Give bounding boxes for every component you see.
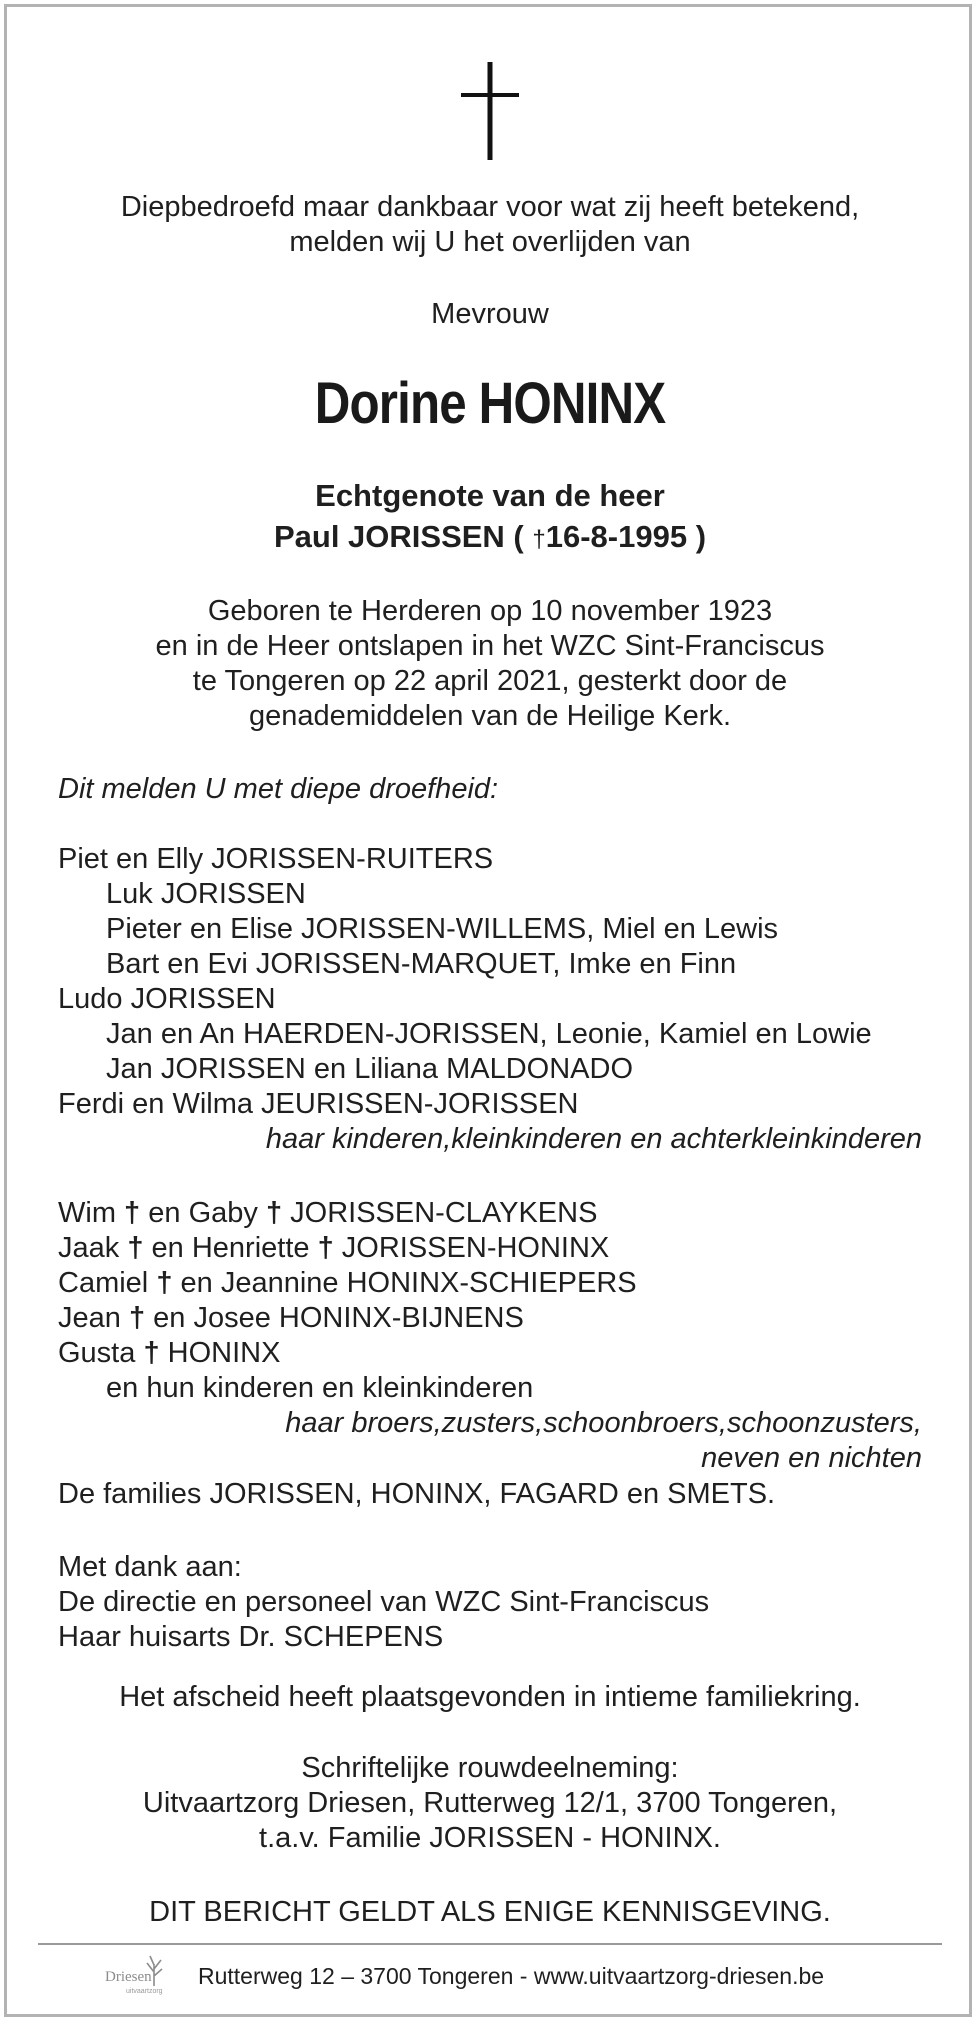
- death-mark: †: [127, 1232, 144, 1264]
- thanks-line: De directie en personeel van WZC Sint-Franciscus: [58, 1586, 710, 1618]
- logo-subtext: uitvaartzorg: [126, 1988, 163, 1995]
- spouse-death-date: 16-8-1995 ): [545, 519, 707, 554]
- families-line: De families JORISSEN, HONINX, FAGARD en SMETS.: [58, 1478, 776, 1510]
- family-line: Ludo JORISSEN: [58, 983, 276, 1015]
- cross-icon: [461, 62, 519, 160]
- family-line: [58, 1266, 637, 1301]
- spouse-name-line: [0, 519, 980, 557]
- bio-line-3: te Tongeren op 22 april 2021, gesterkt door de: [192, 665, 788, 697]
- sibling-name: Jean: [58, 1302, 121, 1334]
- sibling-name: Wim: [58, 1197, 116, 1229]
- family-line: Jan en An HAERDEN-JORISSEN, Leonie, Kamiel en Lowie: [106, 1018, 872, 1050]
- family-line: Jan JORISSEN en Liliana MALDONADO: [106, 1053, 634, 1085]
- sibling-name: en Henriette: [151, 1232, 310, 1264]
- family-line: Ferdi en Wilma JEURISSEN-JORISSEN: [58, 1088, 579, 1120]
- farewell-text: Het afscheid heeft plaatsgevonden in intieme familiekring.: [119, 1681, 861, 1713]
- thanks-line: Haar huisarts Dr. SCHEPENS: [58, 1621, 444, 1653]
- sibling-surname: HONINX: [167, 1337, 281, 1369]
- thanks-heading: Met dank aan:: [58, 1551, 242, 1583]
- children-summary: haar kinderen,kleinkinderen en achterkleinkinderen: [265, 1123, 922, 1155]
- salutation: Mevrouw: [431, 298, 549, 330]
- condolence-line-1: Schriftelijke rouwdeelneming:: [301, 1752, 679, 1784]
- intro-line-2: melden wij U het overlijden van: [289, 226, 691, 258]
- sibling-name: Camiel: [58, 1267, 149, 1299]
- deceased-name: Dorine HONINX: [314, 371, 666, 436]
- spouse-death-mark: †: [532, 526, 546, 553]
- spouse-line: Echtgenote van de heer: [315, 478, 665, 513]
- sibling-name: en Gaby: [148, 1197, 258, 1229]
- logo-text: Driesen: [105, 1969, 152, 1985]
- death-mark: †: [156, 1267, 173, 1299]
- siblings-summary-2: neven en nichten: [701, 1442, 922, 1474]
- bio-line-2: en in de Heer ontslapen in het WZC Sint-Franciscus: [155, 630, 825, 662]
- bio-line-4: genademiddelen van de Heilige Kerk.: [248, 700, 732, 732]
- footer-divider: [38, 1943, 942, 1945]
- death-mark: †: [265, 1197, 283, 1229]
- sibling-name: Gusta: [58, 1337, 136, 1369]
- notice-text: DIT BERICHT GELDT ALS ENIGE KENNISGEVING.: [149, 1896, 831, 1928]
- condolence-line-3: t.a.v. Familie JORISSEN - HONINX.: [259, 1822, 721, 1854]
- family-line: [58, 1336, 280, 1371]
- intro-line-1: Diepbedroefd maar dankbaar voor wat zij heeft betekend,: [120, 191, 860, 223]
- bio-line-1: Geboren te Herderen op 10 november 1923: [207, 595, 773, 627]
- family-line: Pieter en Elise JORISSEN-WILLEMS, Miel en Lewis: [106, 913, 779, 945]
- condolence-line-2: Uitvaartzorg Driesen, Rutterweg 12/1, 3700 Tongeren,: [142, 1787, 838, 1819]
- family-line: [58, 1196, 597, 1231]
- death-mark: †: [143, 1337, 160, 1369]
- siblings-summary-1: haar broers,zusters,schoonbroers,schoonzusters,: [285, 1407, 922, 1439]
- footer-address: Rutterweg 12 – 3700 Tongeren - www.uitvaartzorg-driesen.be: [198, 1963, 825, 1989]
- spouse-name: Paul JORISSEN (: [273, 519, 524, 554]
- family-line: Bart en Evi JORISSEN-MARQUET, Imke en Finn: [106, 948, 737, 980]
- sibling-name: en Josee HONINX-BIJNENS: [153, 1302, 524, 1334]
- announce-heading: Dit melden U met diepe droefheid:: [58, 773, 499, 805]
- sibling-surname: JORISSEN-CLAYKENS: [290, 1197, 598, 1229]
- family-line: Piet en Elly JORISSEN-RUITERS: [58, 843, 494, 875]
- funeral-home-logo: [100, 1950, 190, 2010]
- family-line: [58, 1231, 609, 1266]
- family-line: Luk JORISSEN: [106, 878, 306, 910]
- sibling-surname: JORISSEN-HONINX: [341, 1232, 610, 1264]
- death-mark: †: [317, 1232, 334, 1264]
- sibling-name: en Jeannine HONINX-SCHIEPERS: [180, 1267, 637, 1299]
- family-line: en hun kinderen en kleinkinderen: [106, 1372, 534, 1404]
- death-mark: †: [124, 1197, 141, 1229]
- sibling-name: Jaak: [58, 1232, 120, 1264]
- death-mark: †: [128, 1302, 146, 1334]
- family-line: [58, 1301, 524, 1336]
